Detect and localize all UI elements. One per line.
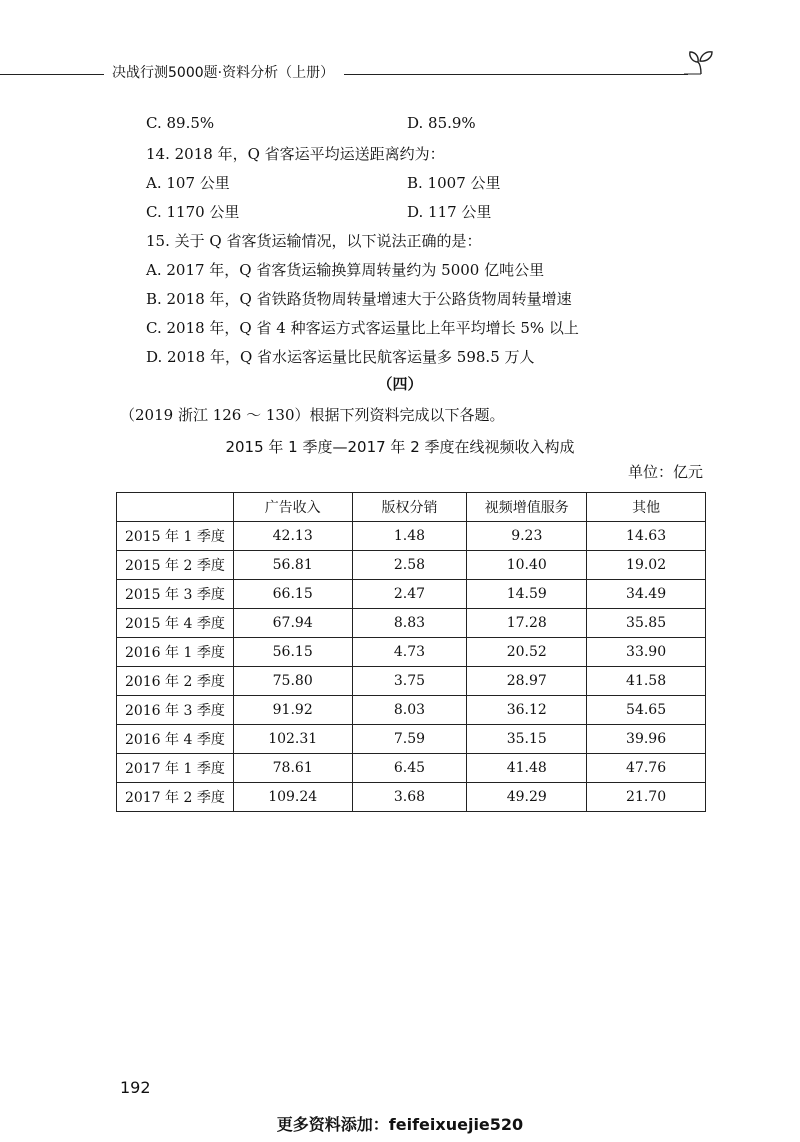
q13-option-d: D. 85.9%: [407, 114, 476, 132]
table-cell: 8.03: [352, 696, 467, 725]
table-row: [117, 725, 706, 754]
table-cell: 28.97: [467, 667, 587, 696]
table-cell: 56.15: [233, 638, 352, 667]
table-row: [117, 638, 706, 667]
table-cell: 102.31: [233, 725, 352, 754]
section-intro: （2019 浙江 126 ～ 130）根据下列资料完成以下各题。: [120, 406, 505, 424]
section-heading: （四）: [377, 375, 423, 393]
row-label: 2017 年 2 季度: [117, 783, 234, 812]
column-header: 版权分销: [352, 493, 467, 522]
table-cell: 2.58: [352, 551, 467, 580]
table-cell: 3.68: [352, 783, 467, 812]
table-cell: 56.81: [233, 551, 352, 580]
column-header: [117, 493, 234, 522]
header-rule-right: [344, 74, 688, 75]
table-cell: 10.40: [467, 551, 587, 580]
sprout-icon: [684, 44, 718, 78]
table-cell: 2.47: [352, 580, 467, 609]
table-title: 2015 年 1 季度—2017 年 2 季度在线视频收入构成: [225, 438, 575, 456]
q15-option-c: C. 2018 年，Q 省 4 种客运方式客运量比上年平均增长 5% 以上: [146, 319, 579, 337]
row-label: 2015 年 2 季度: [117, 551, 234, 580]
table-row: [117, 522, 706, 551]
table-cell: 42.13: [233, 522, 352, 551]
table-cell: 14.63: [587, 522, 706, 551]
table-cell: 19.02: [587, 551, 706, 580]
table-row: [117, 551, 706, 580]
table-row: [117, 696, 706, 725]
table-cell: 41.58: [587, 667, 706, 696]
table-cell: 14.59: [467, 580, 587, 609]
table-cell: 8.83: [352, 609, 467, 638]
table-cell: 36.12: [467, 696, 587, 725]
q15-stem: 15. 关于 Q 省客货运输情况，以下说法正确的是：: [146, 232, 482, 250]
row-label: 2016 年 2 季度: [117, 667, 234, 696]
column-header: 视频增值服务: [467, 493, 587, 522]
table-cell: 4.73: [352, 638, 467, 667]
table-cell: 47.76: [587, 754, 706, 783]
q14-option-b: B. 1007 公里: [407, 174, 501, 192]
table-cell: 17.28: [467, 609, 587, 638]
table-cell: 49.29: [467, 783, 587, 812]
table-unit: 单位：亿元: [628, 463, 704, 481]
table-row: [117, 754, 706, 783]
header-rule-left: [0, 74, 104, 75]
table-cell: 54.65: [587, 696, 706, 725]
q14-option-c: C. 1170 公里: [146, 203, 240, 221]
table-cell: 9.23: [467, 522, 587, 551]
table-cell: 33.90: [587, 638, 706, 667]
row-label: 2016 年 4 季度: [117, 725, 234, 754]
table-cell: 3.75: [352, 667, 467, 696]
column-header: 广告收入: [233, 493, 352, 522]
table-cell: 67.94: [233, 609, 352, 638]
column-header: 其他: [587, 493, 706, 522]
table-cell: 7.59: [352, 725, 467, 754]
table-cell: 66.15: [233, 580, 352, 609]
table-cell: 20.52: [467, 638, 587, 667]
row-label: 2015 年 4 季度: [117, 609, 234, 638]
table-cell: 41.48: [467, 754, 587, 783]
table-cell: 78.61: [233, 754, 352, 783]
row-label: 2016 年 1 季度: [117, 638, 234, 667]
row-label: 2015 年 3 季度: [117, 580, 234, 609]
table-cell: 39.96: [587, 725, 706, 754]
q15-option-d: D. 2018 年，Q 省水运客运量比民航客运量多 598.5 万人: [146, 348, 535, 366]
table-row: [117, 609, 706, 638]
table-header-row: [117, 493, 706, 522]
table-row: [117, 783, 706, 812]
table-cell: 109.24: [233, 783, 352, 812]
table-cell: 34.49: [587, 580, 706, 609]
q14-stem: 14. 2018 年，Q 省客运平均运送距离约为：: [146, 145, 445, 163]
row-label: 2017 年 1 季度: [117, 754, 234, 783]
running-header: [0, 60, 800, 90]
page-number: 192: [120, 1078, 151, 1097]
table-row: [117, 667, 706, 696]
q13-option-c: C. 89.5%: [146, 114, 215, 132]
table-row: [117, 580, 706, 609]
table-cell: 6.45: [352, 754, 467, 783]
watermark-text: 更多资料添加：feifeixuejie520: [276, 1115, 524, 1134]
row-label: 2016 年 3 季度: [117, 696, 234, 725]
q15-option-a: A. 2017 年，Q 省客货运输换算周转量约为 5000 亿吨公里: [146, 261, 545, 279]
revenue-table: [116, 492, 706, 812]
table-cell: 35.85: [587, 609, 706, 638]
table-cell: 21.70: [587, 783, 706, 812]
book-title: 决战行测5000题·资料分析（上册）: [112, 65, 335, 81]
q14-option-d: D. 117 公里: [407, 203, 492, 221]
q14-option-a: A. 107 公里: [146, 174, 230, 192]
table-cell: 35.15: [467, 725, 587, 754]
row-label: 2015 年 1 季度: [117, 522, 234, 551]
q15-option-b: B. 2018 年，Q 省铁路货物周转量增速大于公路货物周转量增速: [146, 290, 572, 308]
table-cell: 1.48: [352, 522, 467, 551]
table-cell: 91.92: [233, 696, 352, 725]
table-cell: 75.80: [233, 667, 352, 696]
